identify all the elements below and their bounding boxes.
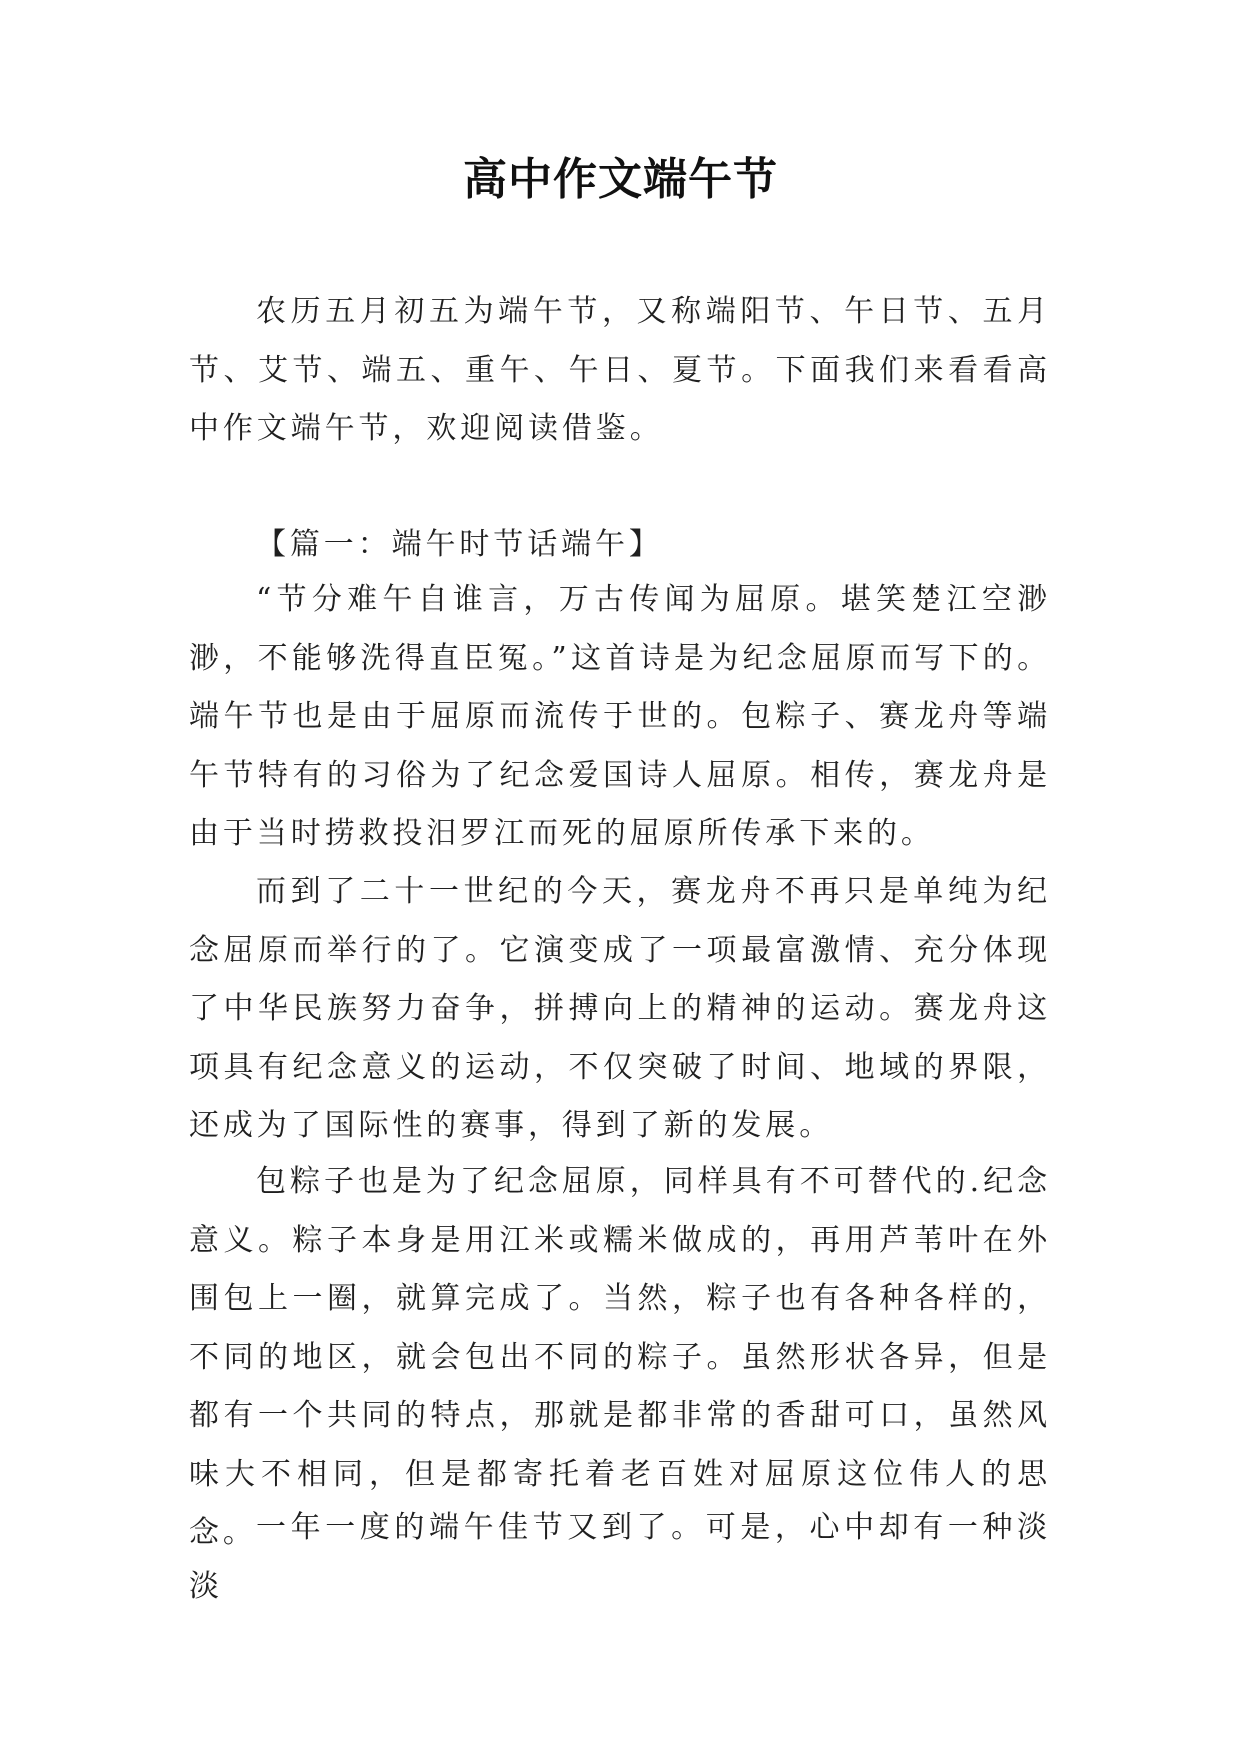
body-paragraph-1: “节分难午自谁言，万古传闻为屈原。堪笑楚江空渺渺，不能够洗得直臣冤。”这首诗是为纪念屈原而写下的。端午节也是由于屈原而流传于世的。包粽子、赛龙舟等端午节特有的习俗为了纪念爱国诗人屈原。相传，赛龙舟是由于当时捞救投汨罗江而死的屈原所传承下来的。 bbox=[189, 582, 1051, 851]
page-title: 高中作文端午节 bbox=[463, 154, 778, 205]
body-paragraph-4: 一年一度的端午佳节又到了。可是，心中却有一种淡淡 bbox=[189, 1510, 1051, 1604]
body-paragraph-3: 包粽子也是为了纪念屈原，同样具有不可替代的.纪念意义。粽子本身是用江米或糯米做成的，再用芦苇叶在外围包上一圈，就算完成了。当然，粽子也有各种各样的，不同的地区，就会包出不同的粽子。虽然形状各异，但是都有一个共同的特点，那就是都非常的香甜可口，虽然风味大不相同，但是都寄托着老百姓对屈原这位伟人的思念。 bbox=[189, 1164, 1051, 1550]
body-paragraph-2: 而到了二十一世纪的今天，赛龙舟不再只是单纯为纪念屈原而举行的了。它演变成了一项最富激情、充分体现了中华民族努力奋争，拼搏向上的精神的运动。赛龙舟这项具有纪念意义的运动，不仅突破了时间、地域的界限，还成为了国际性的赛事，得到了新的发展。 bbox=[189, 874, 1051, 1143]
section-heading: 【篇一：端午时节话端午】 bbox=[256, 527, 663, 562]
intro-paragraph: 农历五月初五为端午节，又称端阳节、午日节、五月节、艾节、端五、重午、午日、夏节。下面我们来看看高中作文端午节，欢迎阅读借鉴。 bbox=[189, 294, 1051, 446]
